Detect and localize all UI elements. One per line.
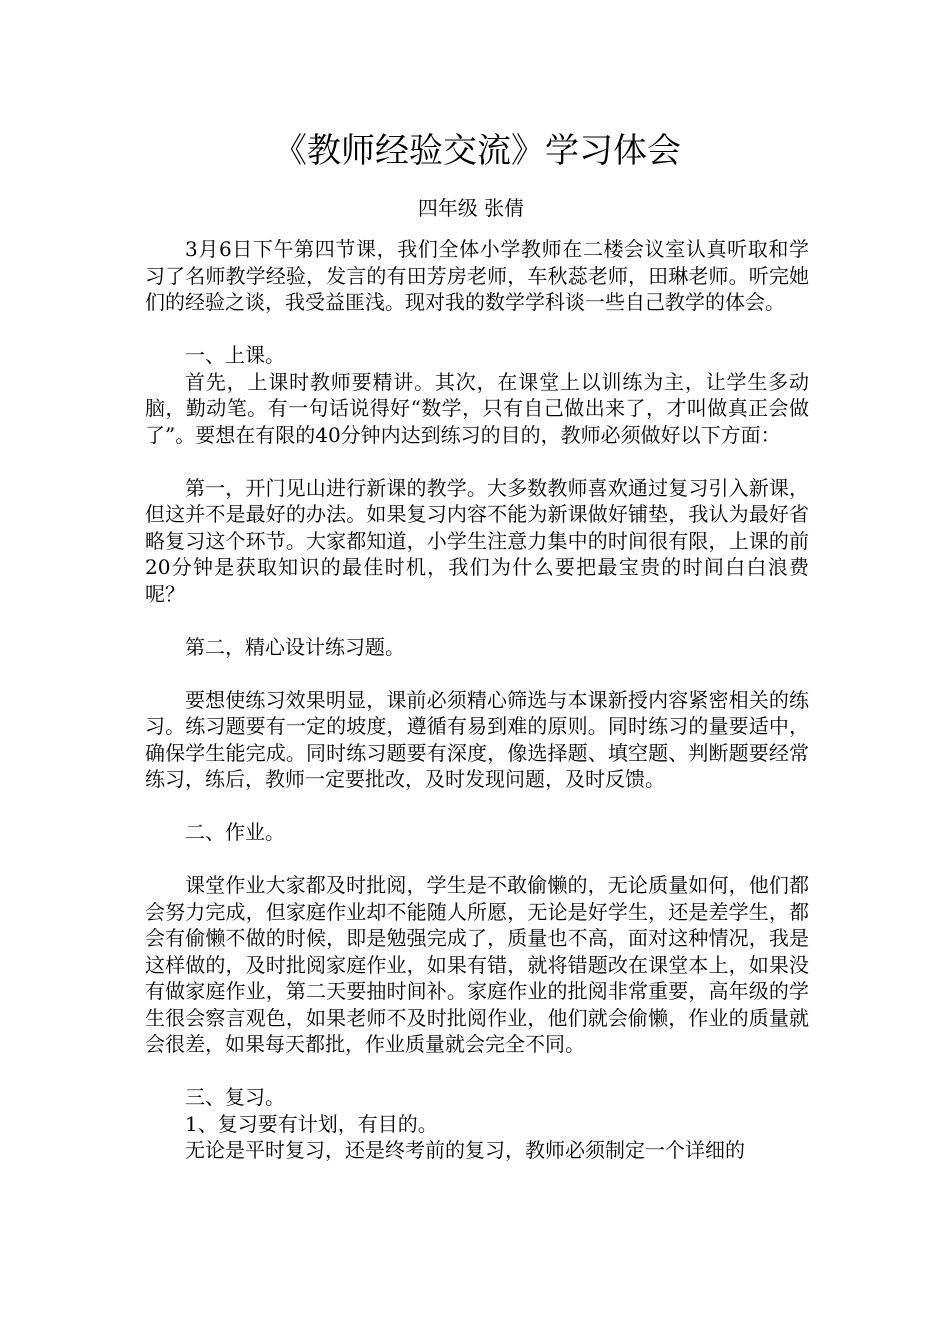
paragraph-gap — [145, 793, 809, 820]
paragraph-review-text: 无论是平时复习，还是终考前的复习，教师必须制定一个详细的 — [185, 1138, 745, 1162]
paragraph-gap — [145, 1058, 809, 1085]
paragraph-gap — [145, 448, 809, 475]
paragraph-class-overview: 首先，上课时教师要精讲。其次，在课堂上以训练为主，让学生多动脑，勤动笔。有一句话说得好“数学，只有自己做出来了，才叫做真正会做了”。要想在有限的40分钟内达到练习的目的，教师必须做好以下方面： — [145, 369, 809, 447]
paragraph-homework: 课堂作业大家都及时批阅，学生是不敢偷懒的，无论质量如何，他们都会努力完成，但家庭作业却不能随人所愿，无论是好学生，还是差学生，都会有偷懒不做的时候，即是勉强完成了，质量也不高，面对这种情况，我是这样做的，及时批阅家庭作业，如果有错，就将错题改在课堂本上，如果没有做家庭作业，第二天要抽时间补。家庭作业的批阅非常重要，高年级的学生很会察言观色，如果老师不及时批阅作业，他们就会偷懒，作业的质量就会很差，如果每天都批，作业质量就会完全不同。 — [145, 873, 809, 1056]
paragraph-gap — [145, 316, 809, 343]
paragraph-review-point-one: 1、复习要有计划，有目的。 — [185, 1111, 438, 1136]
paragraph-gap — [145, 846, 809, 873]
section-heading-review: 三、复习。 — [185, 1085, 285, 1109]
paragraph-gap — [145, 660, 809, 687]
paragraph-point-two: 要想使练习效果明显，课前必须精心筛选与本课新授内容紧密相关的练习。练习题要有一定的坡度，遵循有易到难的原则。同时练习的量要适中，确保学生能完成。同时练习题要有深度，像选择题、填空题、判断题要经常练习，练后，教师一定要批改，及时发现问题，及时反馈。 — [145, 687, 809, 791]
document-title: 《教师经验交流》学习体会 — [273, 131, 681, 171]
paragraph-point-two-heading: 第二，精心设计练习题。 — [185, 634, 405, 659]
section-heading-homework: 二、作业。 — [185, 820, 285, 844]
section-heading-class: 一、上课。 — [185, 343, 285, 367]
document-page — [145, 124, 809, 1164]
paragraph-gap — [145, 607, 809, 634]
paragraph-point-one: 第一，开门见山进行新课的教学。大多数教师喜欢通过复习引入新课，但这并不是最好的办法。如果复习内容不能为新课做好铺垫，我认为最好省略复习这个环节。大家都知道，小学生注意力集中的时间很有限，上课的前20分钟是获取知识的最佳时机，我们为什么要把最宝贵的时间白白浪费呢？ — [145, 475, 809, 606]
paragraph-intro: 3月6日下午第四节课，我们全体小学教师在二楼会议室认真听取和学习了名师教学经验，发言的有田芳房老师，车秋蕊老师，田琳老师。听完她们的经验之谈，我受益匪浅。现对我的数学学科谈一些自己教学的体会。 — [145, 237, 809, 314]
document-author: 四年级 张倩 — [417, 196, 525, 220]
